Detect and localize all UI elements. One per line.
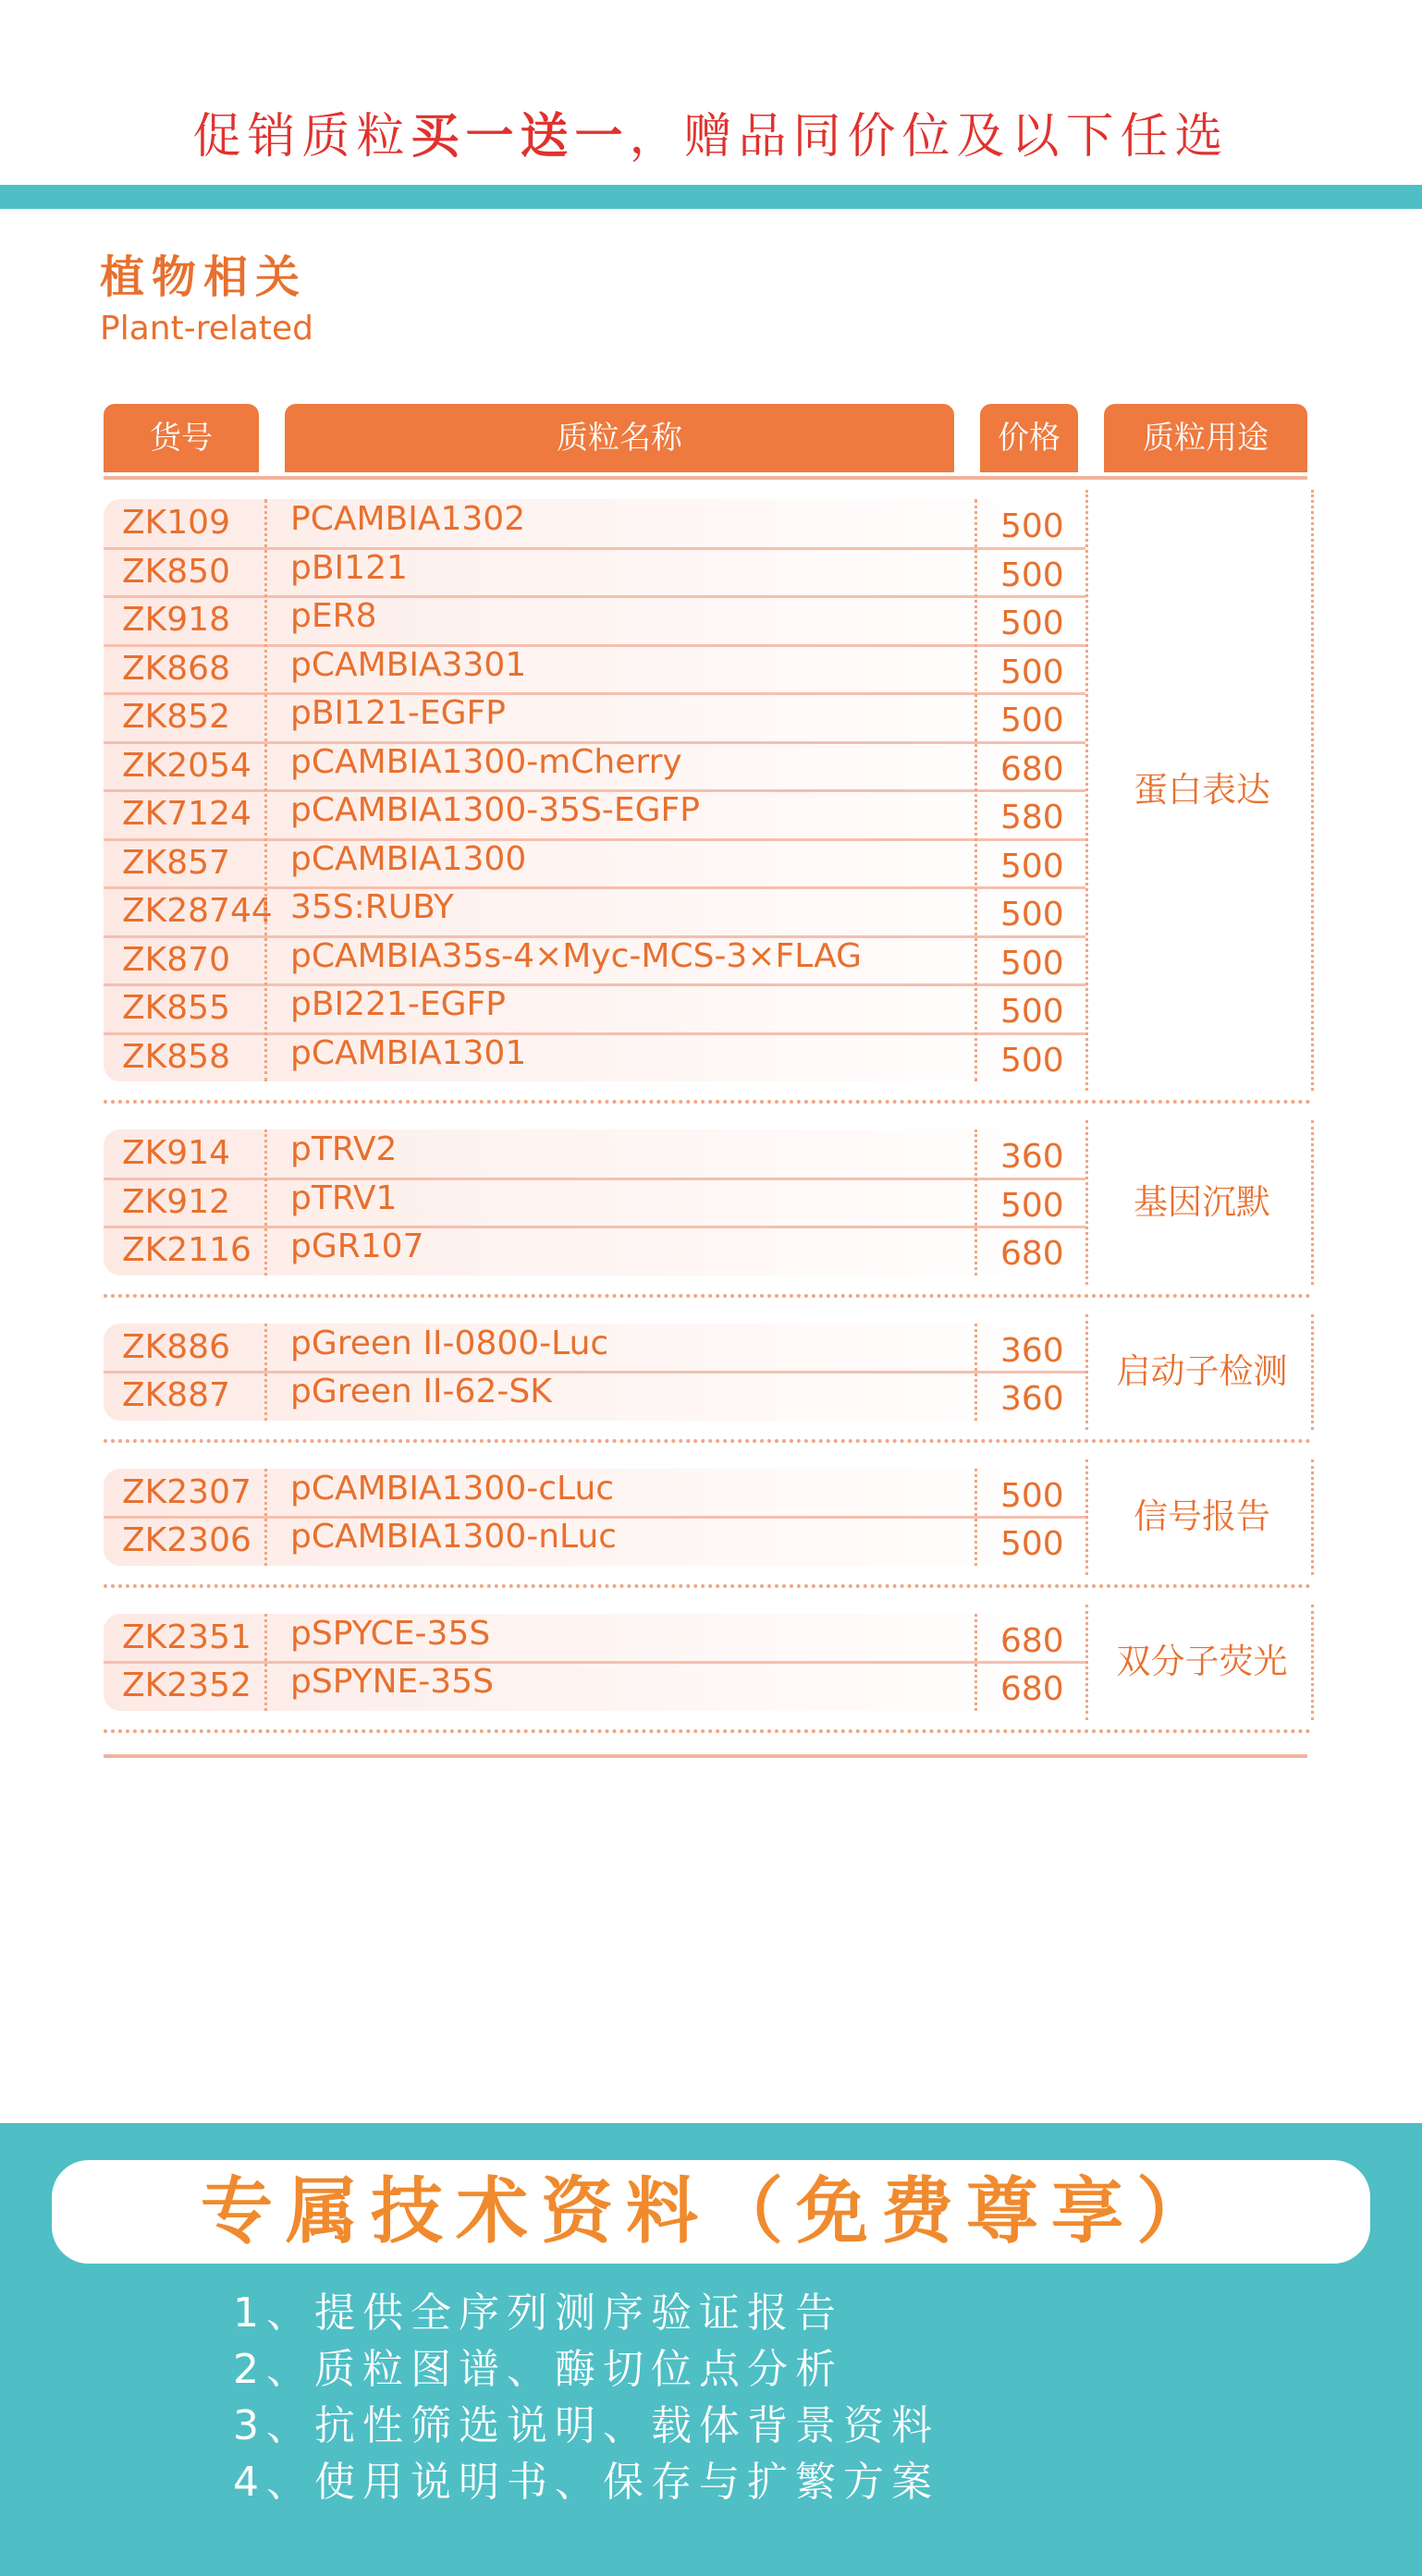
row-separator xyxy=(104,547,1085,550)
cell-price: 500 xyxy=(1000,1476,1064,1515)
cell-plasmid-name: PCAMBIA1302 xyxy=(290,500,526,538)
column-divider xyxy=(1311,1605,1314,1720)
row-separator xyxy=(104,692,1085,695)
row-separator xyxy=(104,1032,1085,1035)
cell-item-no: ZK850 xyxy=(122,552,230,591)
row-separator xyxy=(104,983,1085,986)
cell-item-no: ZK852 xyxy=(122,698,230,736)
footer-item: 3、抗性筛选说明、载体背景资料 xyxy=(233,2402,939,2449)
cell-plasmid-name: pER8 xyxy=(290,597,377,635)
group-divider xyxy=(104,1100,1311,1104)
footer-panel xyxy=(0,2123,1422,2576)
cell-price: 360 xyxy=(1000,1138,1064,1176)
column-divider xyxy=(264,499,267,1081)
cell-plasmid-name: pSPYNE-35S xyxy=(290,1663,494,1701)
cell-plasmid-name: pCAMBIA1301 xyxy=(290,1033,527,1072)
cell-price: 680 xyxy=(1000,1621,1064,1660)
cell-use: 启动子检测 xyxy=(1116,1351,1288,1391)
section-title: 植物相关 xyxy=(100,251,308,303)
cell-price: 360 xyxy=(1000,1380,1064,1418)
footer-banner: 专属技术资料（免费尊享） xyxy=(52,2160,1370,2264)
column-divider xyxy=(1085,1605,1088,1720)
cell-plasmid-name: pTRV1 xyxy=(290,1178,398,1217)
cell-use: 信号报告 xyxy=(1134,1496,1270,1536)
row-separator xyxy=(104,1371,1085,1373)
row-separator xyxy=(104,595,1085,598)
cell-item-no: ZK868 xyxy=(122,649,230,688)
cell-item-no: ZK2116 xyxy=(122,1231,251,1269)
cell-plasmid-name: pCAMBIA35s-4×Myc-MCS-3×FLAG xyxy=(290,936,862,975)
cell-use: 双分子荧光 xyxy=(1116,1642,1288,1681)
cell-price: 500 xyxy=(1000,604,1064,642)
cell-price: 500 xyxy=(1000,702,1064,739)
cell-item-no: ZK109 xyxy=(122,504,230,542)
cell-price: 500 xyxy=(1000,896,1064,934)
cell-plasmid-name: pSPYCE-35S xyxy=(290,1614,491,1653)
cell-plasmid-name: pGreen II-0800-Luc xyxy=(290,1324,609,1362)
column-divider xyxy=(1311,1314,1314,1430)
column-divider xyxy=(975,1129,977,1276)
cell-price: 500 xyxy=(1000,1186,1064,1225)
row-separator xyxy=(104,838,1085,841)
cell-item-no: ZK914 xyxy=(122,1134,230,1172)
cell-use: 基因沉默 xyxy=(1134,1181,1270,1222)
cell-item-no: ZK2307 xyxy=(122,1472,251,1511)
cell-item-no: ZK857 xyxy=(122,843,230,882)
column-divider xyxy=(1311,1459,1314,1575)
column-divider xyxy=(1311,490,1314,1091)
footer-item: 1、提供全序列测序验证报告 xyxy=(233,2289,843,2337)
cell-price: 360 xyxy=(1000,1331,1064,1370)
cell-plasmid-name: pCAMBIA1300-35S-EGFP xyxy=(290,791,700,829)
header-item-no: 货号 xyxy=(104,404,259,472)
cell-item-no: ZK918 xyxy=(122,601,230,639)
cell-plasmid-name: pCAMBIA1300-mCherry xyxy=(290,742,682,781)
cell-price: 680 xyxy=(1000,750,1064,788)
row-separator xyxy=(104,644,1085,647)
column-divider xyxy=(975,1469,977,1566)
cell-price: 500 xyxy=(1000,1525,1064,1563)
cell-item-no: ZK2054 xyxy=(122,746,251,785)
group-divider xyxy=(104,1294,1311,1298)
cell-item-no: ZK886 xyxy=(122,1327,230,1366)
cell-price: 500 xyxy=(1000,653,1064,691)
header-underline xyxy=(104,476,1307,480)
cell-price: 500 xyxy=(1000,847,1064,885)
cell-plasmid-name: pBI221-EGFP xyxy=(290,985,506,1023)
cell-item-no: ZK2352 xyxy=(122,1666,251,1704)
group-divider xyxy=(104,1729,1311,1733)
column-divider xyxy=(264,1614,267,1711)
column-divider xyxy=(1085,490,1088,1091)
column-divider xyxy=(264,1469,267,1566)
cell-item-no: ZK870 xyxy=(122,940,230,979)
header-price: 价格 xyxy=(980,404,1078,472)
cell-plasmid-name: pCAMBIA1300-nLuc xyxy=(290,1518,618,1556)
cell-price: 500 xyxy=(1000,555,1064,594)
cell-price: 500 xyxy=(1000,944,1064,983)
cell-use: 蛋白表达 xyxy=(1134,770,1270,810)
top-divider-band xyxy=(0,185,1422,209)
cell-item-no: ZK28744 xyxy=(122,892,273,930)
column-divider xyxy=(1085,1314,1088,1430)
cell-plasmid-name: pTRV2 xyxy=(290,1130,398,1168)
column-divider xyxy=(975,1324,977,1421)
promo-suffix: ，赠品同价位及以下任选 xyxy=(629,109,1230,165)
table-bottom-line xyxy=(104,1754,1307,1758)
cell-plasmid-name: pGR107 xyxy=(290,1227,424,1265)
cell-plasmid-name: pGreen II-62-SK xyxy=(290,1373,552,1410)
section-subtitle: Plant-related xyxy=(100,310,314,348)
column-divider xyxy=(975,1614,977,1711)
cell-plasmid-name: pBI121-EGFP xyxy=(290,694,506,732)
footer-item: 2、质粒图谱、酶切位点分析 xyxy=(233,2346,843,2393)
cell-price: 500 xyxy=(1000,507,1064,545)
column-divider xyxy=(1085,1459,1088,1575)
cell-price: 500 xyxy=(1000,993,1064,1031)
cell-price: 680 xyxy=(1000,1235,1064,1273)
column-divider xyxy=(264,1324,267,1421)
column-divider xyxy=(975,499,977,1081)
cell-plasmid-name: pCAMBIA3301 xyxy=(290,645,527,684)
cell-item-no: ZK887 xyxy=(122,1376,230,1414)
row-separator xyxy=(104,1178,1085,1180)
column-divider xyxy=(1311,1120,1314,1285)
cell-plasmid-name: pBI121 xyxy=(290,548,408,587)
header-use: 质粒用途 xyxy=(1104,404,1307,472)
cell-item-no: ZK7124 xyxy=(122,795,251,833)
group-divider xyxy=(104,1584,1311,1588)
header-plasmid-name: 质粒名称 xyxy=(285,404,954,472)
cell-item-no: ZK2351 xyxy=(122,1618,251,1656)
promo-headline xyxy=(0,100,1422,174)
cell-plasmid-name: pCAMBIA1300 xyxy=(290,839,527,878)
cell-item-no: ZK2306 xyxy=(122,1521,251,1559)
cell-item-no: ZK912 xyxy=(122,1182,230,1221)
column-divider xyxy=(264,1129,267,1276)
promo-highlight: 买一送一 xyxy=(411,109,630,165)
promo-prefix: 促销质粒 xyxy=(192,109,411,165)
column-divider xyxy=(1085,1120,1088,1285)
cell-price: 580 xyxy=(1000,799,1064,836)
cell-item-no: ZK855 xyxy=(122,989,230,1027)
cell-plasmid-name: 35S:RUBY xyxy=(290,888,454,926)
group-divider xyxy=(104,1439,1311,1443)
cell-price: 680 xyxy=(1000,1670,1064,1708)
cell-price: 500 xyxy=(1000,1041,1064,1080)
cell-item-no: ZK858 xyxy=(122,1037,230,1076)
cell-plasmid-name: pCAMBIA1300-cLuc xyxy=(290,1469,615,1508)
footer-item: 4、使用说明书、保存与扩繁方案 xyxy=(233,2459,939,2506)
